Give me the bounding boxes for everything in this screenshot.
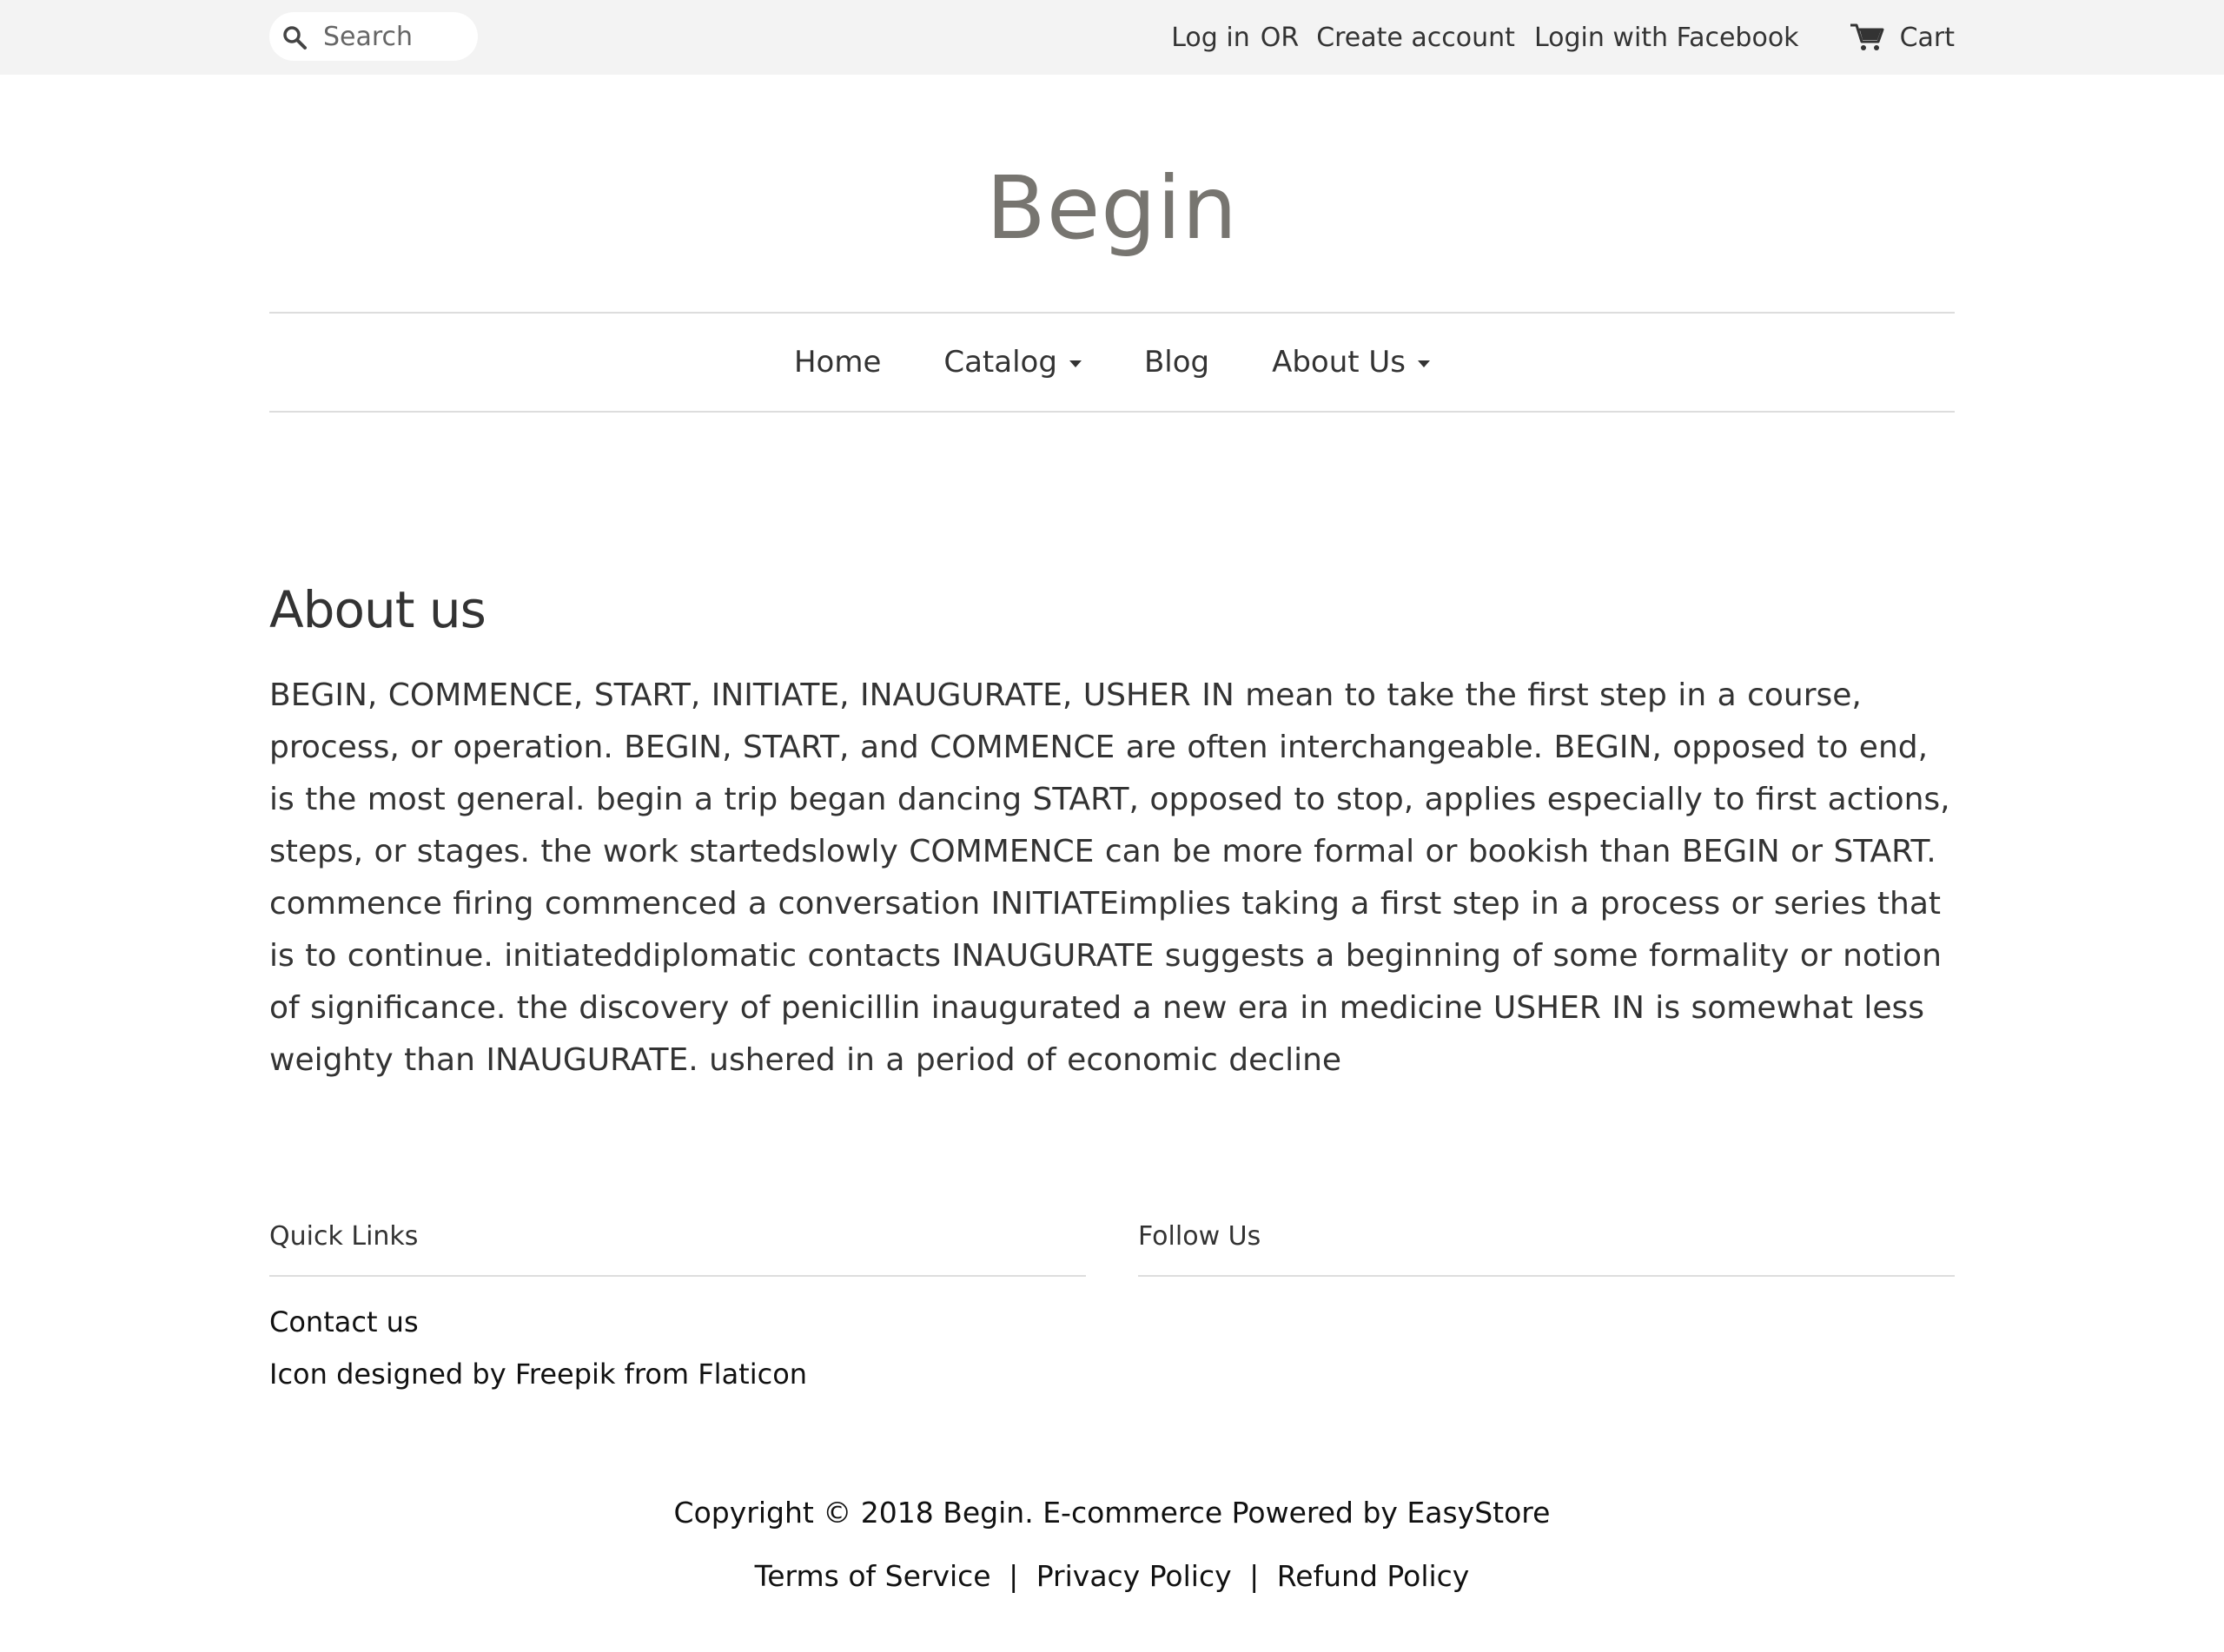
copyright-text: Copyright © 2018 Begin. E-commerce Powered by EasyStore bbox=[673, 1496, 1551, 1530]
facebook-login-link[interactable]: Login with Facebook bbox=[1533, 22, 1799, 53]
search-input[interactable] bbox=[323, 19, 471, 54]
login-link[interactable]: Log in bbox=[1171, 22, 1250, 53]
search-box[interactable] bbox=[269, 12, 478, 61]
site-title[interactable]: Begin bbox=[986, 157, 1238, 259]
search-icon[interactable] bbox=[281, 24, 308, 50]
caret-down-icon bbox=[1069, 360, 1082, 367]
nav-item-catalog[interactable] bbox=[943, 345, 1082, 380]
footer-quick-links bbox=[269, 1216, 1086, 1400]
footer-follow-us bbox=[1138, 1216, 1955, 1277]
account-links bbox=[1171, 16, 1955, 59]
nav-item-blog[interactable] bbox=[1144, 345, 1209, 380]
page-title: About us bbox=[269, 580, 486, 639]
terms-of-service-link[interactable]: Terms of Service bbox=[754, 1559, 991, 1593]
policy-divider: | bbox=[1009, 1559, 1019, 1593]
main-nav bbox=[269, 312, 1955, 413]
privacy-policy-link[interactable]: Privacy Policy bbox=[1036, 1559, 1232, 1593]
create-account-link[interactable]: Create account bbox=[1316, 22, 1515, 53]
nav-item-about-us[interactable] bbox=[1272, 345, 1430, 380]
nav-item-label: Blog bbox=[1143, 345, 1210, 380]
nav-item-home[interactable] bbox=[794, 345, 881, 380]
cart-link[interactable]: Cart bbox=[1899, 22, 1955, 53]
cart-icon[interactable] bbox=[1850, 23, 1884, 52]
or-separator: OR bbox=[1260, 22, 1300, 53]
nav-item-label: About Us bbox=[1272, 345, 1407, 380]
icon-credit-link[interactable]: Icon designed by Freepik from Flaticon bbox=[269, 1358, 808, 1391]
caret-down-icon bbox=[1418, 360, 1430, 367]
follow-us-heading: Follow Us bbox=[1138, 1216, 1955, 1277]
quick-links-heading: Quick Links bbox=[269, 1216, 1086, 1277]
policy-divider: | bbox=[1249, 1559, 1260, 1593]
nav-item-label: Catalog bbox=[943, 345, 1057, 380]
contact-us-link[interactable]: Contact us bbox=[269, 1305, 419, 1338]
about-body-text: BEGIN, COMMENCE, START, INITIATE, INAUGURATE, USHER IN mean to take the first step in a course, process, or operation. BEGIN, START, and COMMENCE are often interchangeable. BEGIN, opposed to end, is the most general. begin a trip began dancing START, opposed to stop, applies especially to first actions, steps, or stages. the work startedslowly COMMENCE can be more formal or bookish than BEGIN or START. commence firing commenced a conversation INITIATEimplies taking a first step in a process or series that is to continue. initiateddiplomatic contacts INAUGURATE suggests a beginning of some formality or notion of significance. the discovery of penicillin inaugurated a new era in medicine USHER IN is somewhat less weighty than INAUGURATE. ushered in a period of economic decline bbox=[269, 677, 1950, 1078]
top-bar bbox=[0, 0, 2224, 75]
refund-policy-link[interactable]: Refund Policy bbox=[1276, 1559, 1470, 1593]
policy-links bbox=[0, 1555, 2224, 1598]
nav-item-label: Home bbox=[793, 345, 882, 380]
